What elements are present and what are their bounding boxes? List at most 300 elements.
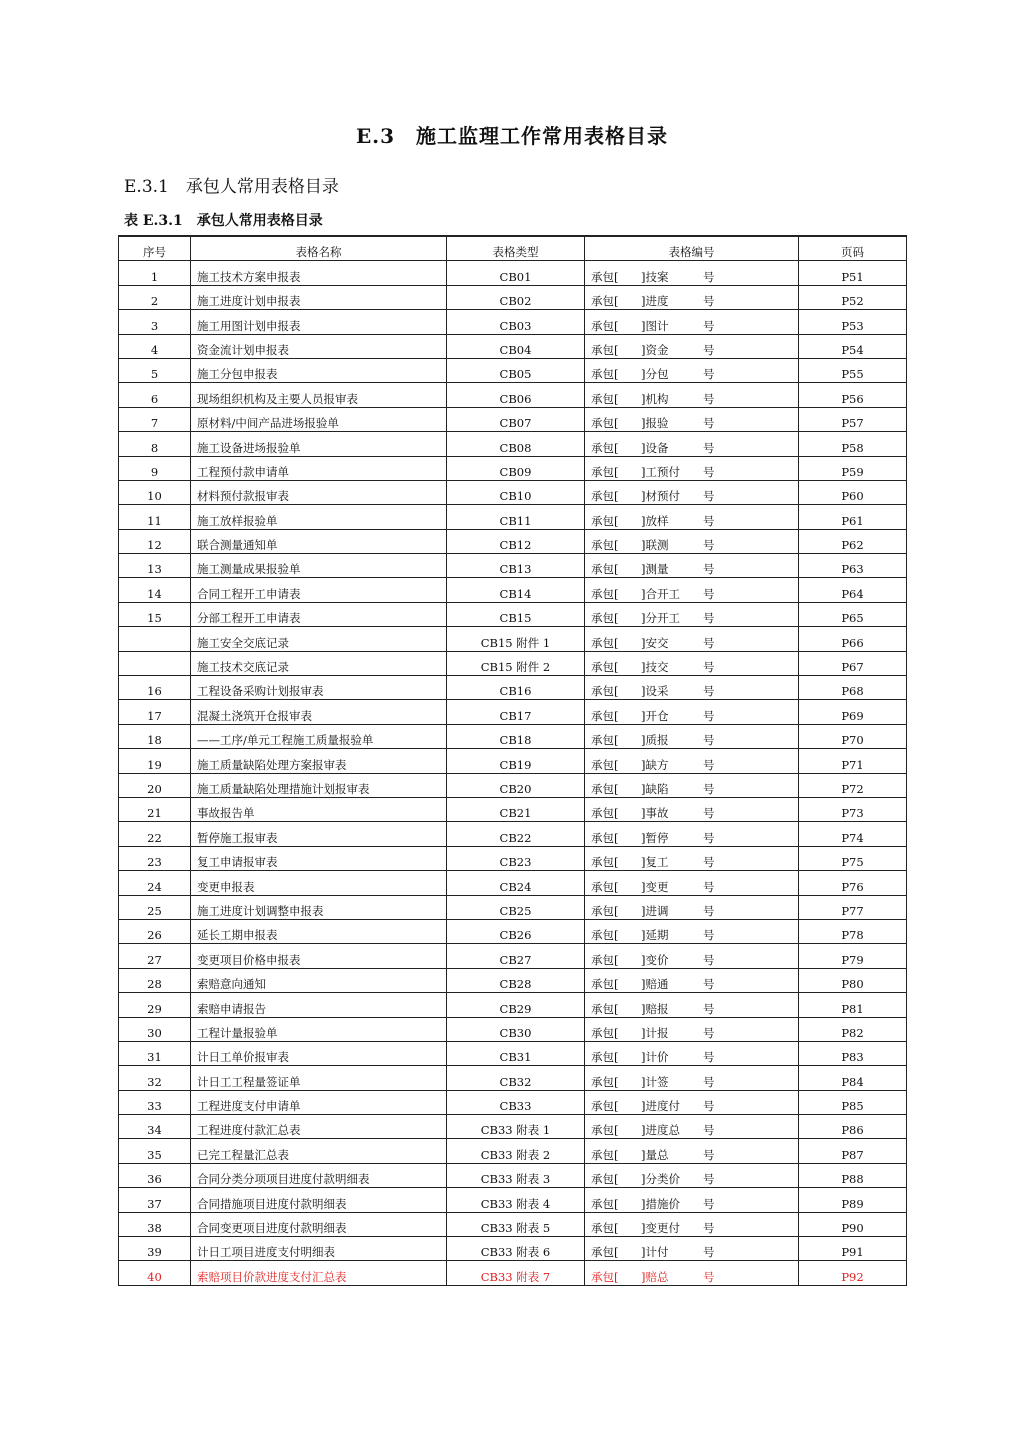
row-name: 施工安全交底记录: [191, 627, 447, 651]
row-code: [585, 383, 799, 407]
row-code: [585, 724, 799, 748]
row-code: [585, 1017, 799, 1041]
code-abbr: ]计报: [641, 1025, 669, 1040]
code-suffix: 号: [703, 489, 715, 504]
table-row: [119, 749, 907, 773]
row-name: 施工设备进场报验单: [191, 432, 447, 456]
row-page: P66: [799, 627, 907, 651]
section-subtitle: E.3.1 承包人常用表格目录: [124, 177, 339, 197]
row-type: CB08: [447, 432, 585, 456]
code-prefix: 承包[: [591, 1147, 619, 1162]
row-code: [585, 993, 799, 1017]
row-page: P88: [799, 1163, 907, 1187]
row-code: [585, 627, 799, 651]
table-row: [119, 895, 907, 919]
row-no: 7: [119, 407, 191, 431]
row-type: CB09: [447, 456, 585, 480]
code-prefix: 承包[: [591, 757, 619, 772]
code-abbr: ]分开工: [641, 611, 680, 626]
code-prefix: 承包[: [591, 781, 619, 796]
code-abbr: ]赔通: [641, 977, 669, 992]
row-name: 延长工期申报表: [191, 919, 447, 943]
row-name: 工程设备采购计划报审表: [191, 676, 447, 700]
table-row: [119, 310, 907, 334]
row-type: CB22: [447, 822, 585, 846]
row-no: 36: [119, 1163, 191, 1187]
row-type: CB23: [447, 846, 585, 870]
row-code: [585, 261, 799, 285]
code-suffix: 号: [703, 928, 715, 943]
row-page: P59: [799, 456, 907, 480]
code-prefix: 承包[: [591, 416, 619, 431]
row-name: 施工质量缺陷处理措施计划报审表: [191, 773, 447, 797]
code-abbr: ]质报: [641, 733, 669, 748]
row-type: CB02: [447, 285, 585, 309]
row-code: [585, 1041, 799, 1065]
code-abbr: ]设备: [641, 440, 669, 455]
code-prefix: 承包[: [591, 1172, 619, 1187]
code-prefix: 承包[: [591, 1221, 619, 1236]
code-prefix: 承包[: [591, 367, 619, 382]
row-type: CB16: [447, 676, 585, 700]
code-suffix: 号: [703, 611, 715, 626]
row-type: CB25: [447, 895, 585, 919]
table-row: [119, 822, 907, 846]
table-row: [119, 797, 907, 821]
row-code: [585, 919, 799, 943]
table-body: [119, 261, 907, 1285]
row-type: CB33: [447, 1090, 585, 1114]
form-catalog-table: [118, 235, 907, 1286]
row-page: P78: [799, 919, 907, 943]
row-type: CB29: [447, 993, 585, 1017]
row-page: P67: [799, 651, 907, 675]
table-row: [119, 480, 907, 504]
row-type: CB28: [447, 968, 585, 992]
row-code: [585, 1237, 799, 1261]
row-type: CB33 附表 7: [447, 1261, 585, 1285]
row-type: CB13: [447, 554, 585, 578]
code-abbr: ]工预付: [641, 464, 680, 479]
row-code: [585, 749, 799, 773]
row-page: P58: [799, 432, 907, 456]
code-suffix: 号: [703, 391, 715, 406]
code-suffix: 号: [703, 1172, 715, 1187]
row-page: P75: [799, 846, 907, 870]
row-no: 2: [119, 285, 191, 309]
row-no: 35: [119, 1139, 191, 1163]
code-prefix: 承包[: [591, 1196, 619, 1211]
table-row: [119, 358, 907, 382]
row-code: [585, 1261, 799, 1285]
row-type: CB03: [447, 310, 585, 334]
table-row: [119, 1139, 907, 1163]
code-abbr: ]设采: [641, 684, 669, 699]
code-abbr: ]计价: [641, 1050, 669, 1065]
code-prefix: 承包[: [591, 294, 619, 309]
row-no: [119, 627, 191, 651]
row-no: 11: [119, 505, 191, 529]
row-type: CB11: [447, 505, 585, 529]
code-prefix: 承包[: [591, 1099, 619, 1114]
code-prefix: 承包[: [591, 464, 619, 479]
row-code: [585, 285, 799, 309]
row-name: 施工进度计划申报表: [191, 285, 447, 309]
row-name: 索赔意向通知: [191, 968, 447, 992]
row-code: [585, 456, 799, 480]
table-row: [119, 676, 907, 700]
row-name: 施工分包申报表: [191, 358, 447, 382]
row-code: [585, 480, 799, 504]
row-name: 原材料/中间产品进场报验单: [191, 407, 447, 431]
row-code: [585, 529, 799, 553]
row-no: 5: [119, 358, 191, 382]
code-suffix: 号: [703, 440, 715, 455]
table-row: [119, 968, 907, 992]
code-prefix: 承包[: [591, 708, 619, 723]
code-suffix: 号: [703, 660, 715, 675]
row-type: CB17: [447, 700, 585, 724]
row-name: 施工质量缺陷处理方案报审表: [191, 749, 447, 773]
code-prefix: 承包[: [591, 1245, 619, 1260]
header-name: 表格名称: [191, 236, 447, 261]
code-abbr: ]赔报: [641, 1001, 669, 1016]
row-name: 工程进度支付申请单: [191, 1090, 447, 1114]
code-suffix: 号: [703, 977, 715, 992]
header-code: 表格编号: [585, 236, 799, 261]
row-page: P55: [799, 358, 907, 382]
row-page: P83: [799, 1041, 907, 1065]
code-prefix: 承包[: [591, 830, 619, 845]
row-name: 计日工单价报审表: [191, 1041, 447, 1065]
row-page: P53: [799, 310, 907, 334]
code-suffix: 号: [703, 1099, 715, 1114]
code-prefix: 承包[: [591, 391, 619, 406]
row-page: P89: [799, 1188, 907, 1212]
code-abbr: ]计付: [641, 1245, 669, 1260]
row-page: P51: [799, 261, 907, 285]
code-abbr: ]复工: [641, 855, 669, 870]
row-code: [585, 700, 799, 724]
code-suffix: 号: [703, 806, 715, 821]
row-no: 28: [119, 968, 191, 992]
row-code: [585, 822, 799, 846]
code-prefix: 承包[: [591, 1269, 619, 1284]
row-type: CB33 附表 6: [447, 1237, 585, 1261]
code-abbr: ]措施价: [641, 1196, 680, 1211]
code-abbr: ]开仓: [641, 708, 669, 723]
row-type: CB33 附表 1: [447, 1115, 585, 1139]
row-code: [585, 407, 799, 431]
row-no: 40: [119, 1261, 191, 1285]
row-page: P85: [799, 1090, 907, 1114]
code-prefix: 承包[: [591, 1074, 619, 1089]
code-prefix: 承包[: [591, 269, 619, 284]
row-type: CB33 附表 2: [447, 1139, 585, 1163]
row-no: 9: [119, 456, 191, 480]
row-type: CB10: [447, 480, 585, 504]
header-type: 表格类型: [447, 236, 585, 261]
row-no: [119, 651, 191, 675]
code-suffix: 号: [703, 342, 715, 357]
code-abbr: ]合开工: [641, 586, 680, 601]
row-name: 联合测量通知单: [191, 529, 447, 553]
row-no: 18: [119, 724, 191, 748]
row-code: [585, 334, 799, 358]
table-row: [119, 407, 907, 431]
table-row: [119, 334, 907, 358]
row-type: CB30: [447, 1017, 585, 1041]
row-no: 3: [119, 310, 191, 334]
code-prefix: 承包[: [591, 513, 619, 528]
code-suffix: 号: [703, 1196, 715, 1211]
code-prefix: 承包[: [591, 611, 619, 626]
row-no: 1: [119, 261, 191, 285]
code-suffix: 号: [703, 1050, 715, 1065]
code-abbr: ]材预付: [641, 489, 680, 504]
table-row: [119, 1017, 907, 1041]
row-code: [585, 676, 799, 700]
row-name: 施工技术方案申报表: [191, 261, 447, 285]
code-suffix: 号: [703, 318, 715, 333]
code-prefix: 承包[: [591, 903, 619, 918]
row-name: 索赔申请报告: [191, 993, 447, 1017]
code-abbr: ]变价: [641, 952, 669, 967]
row-no: 16: [119, 676, 191, 700]
row-page: P72: [799, 773, 907, 797]
row-no: 21: [119, 797, 191, 821]
row-page: P84: [799, 1066, 907, 1090]
row-no: 31: [119, 1041, 191, 1065]
code-abbr: ]联测: [641, 538, 669, 553]
row-no: 6: [119, 383, 191, 407]
table-row: [119, 871, 907, 895]
code-prefix: 承包[: [591, 1001, 619, 1016]
table-row: [119, 261, 907, 285]
row-name: 复工申请报审表: [191, 846, 447, 870]
row-page: P62: [799, 529, 907, 553]
code-suffix: 号: [703, 830, 715, 845]
code-suffix: 号: [703, 879, 715, 894]
row-page: P79: [799, 944, 907, 968]
row-code: [585, 1212, 799, 1236]
row-page: P74: [799, 822, 907, 846]
table-row: [119, 919, 907, 943]
row-name: 工程计量报验单: [191, 1017, 447, 1041]
row-code: [585, 578, 799, 602]
code-suffix: 号: [703, 464, 715, 479]
table-row: [119, 1090, 907, 1114]
row-code: [585, 1139, 799, 1163]
row-page: P77: [799, 895, 907, 919]
header-no: 序号: [119, 236, 191, 261]
row-name: 合同变更项目进度付款明细表: [191, 1212, 447, 1236]
row-page: P87: [799, 1139, 907, 1163]
row-page: P90: [799, 1212, 907, 1236]
row-code: [585, 310, 799, 334]
row-no: 20: [119, 773, 191, 797]
row-page: P86: [799, 1115, 907, 1139]
row-name: 变更申报表: [191, 871, 447, 895]
row-code: [585, 505, 799, 529]
table-row: [119, 846, 907, 870]
row-type: CB12: [447, 529, 585, 553]
row-type: CB27: [447, 944, 585, 968]
row-no: 13: [119, 554, 191, 578]
table-row: [119, 627, 907, 651]
table-row: [119, 1237, 907, 1261]
code-prefix: 承包[: [591, 806, 619, 821]
code-abbr: ]放样: [641, 513, 669, 528]
code-prefix: 承包[: [591, 855, 619, 870]
row-page: P64: [799, 578, 907, 602]
code-prefix: 承包[: [591, 342, 619, 357]
row-name: 合同措施项目进度付款明细表: [191, 1188, 447, 1212]
table-row: [119, 651, 907, 675]
code-suffix: 号: [703, 684, 715, 699]
row-name: 合同工程开工申请表: [191, 578, 447, 602]
row-type: CB05: [447, 358, 585, 382]
row-no: 33: [119, 1090, 191, 1114]
row-code: [585, 846, 799, 870]
code-abbr: ]机构: [641, 391, 669, 406]
code-abbr: ]进度总: [641, 1123, 680, 1138]
row-name: 暂停施工报审表: [191, 822, 447, 846]
code-abbr: ]变更: [641, 879, 669, 894]
table-row: [119, 529, 907, 553]
row-type: CB26: [447, 919, 585, 943]
row-no: 38: [119, 1212, 191, 1236]
row-name: 施工进度计划调整申报表: [191, 895, 447, 919]
row-name: 变更项目价格申报表: [191, 944, 447, 968]
code-suffix: 号: [703, 781, 715, 796]
row-no: 34: [119, 1115, 191, 1139]
code-suffix: 号: [703, 562, 715, 577]
row-code: [585, 895, 799, 919]
code-abbr: ]进度付: [641, 1099, 680, 1114]
row-page: P81: [799, 993, 907, 1017]
row-type: CB24: [447, 871, 585, 895]
table-row: [119, 944, 907, 968]
code-suffix: 号: [703, 757, 715, 772]
row-no: 14: [119, 578, 191, 602]
row-type: CB06: [447, 383, 585, 407]
row-code: [585, 968, 799, 992]
row-code: [585, 1188, 799, 1212]
code-abbr: ]变更付: [641, 1221, 680, 1236]
code-suffix: 号: [703, 952, 715, 967]
code-prefix: 承包[: [591, 952, 619, 967]
table-row: [119, 1261, 907, 1285]
code-abbr: ]进度: [641, 294, 669, 309]
row-no: 22: [119, 822, 191, 846]
row-name: 施工测量成果报验单: [191, 554, 447, 578]
row-no: 19: [119, 749, 191, 773]
code-suffix: 号: [703, 903, 715, 918]
code-suffix: 号: [703, 1269, 715, 1284]
code-abbr: ]赔总: [641, 1269, 669, 1284]
row-page: P65: [799, 602, 907, 626]
row-type: CB33 附表 3: [447, 1163, 585, 1187]
table-row: [119, 285, 907, 309]
row-name: 计日工工程量签证单: [191, 1066, 447, 1090]
row-code: [585, 797, 799, 821]
code-abbr: ]技交: [641, 660, 669, 675]
row-no: 30: [119, 1017, 191, 1041]
table-row: [119, 432, 907, 456]
table-row: [119, 456, 907, 480]
table-row: [119, 724, 907, 748]
code-suffix: 号: [703, 1025, 715, 1040]
code-suffix: 号: [703, 855, 715, 870]
code-prefix: 承包[: [591, 489, 619, 504]
row-page: P70: [799, 724, 907, 748]
code-suffix: 号: [703, 1074, 715, 1089]
row-name: 事故报告单: [191, 797, 447, 821]
row-code: [585, 651, 799, 675]
table-row: [119, 578, 907, 602]
row-name: 计日工项目进度支付明细表: [191, 1237, 447, 1261]
code-abbr: ]分类价: [641, 1172, 680, 1187]
code-suffix: 号: [703, 586, 715, 601]
code-prefix: 承包[: [591, 1123, 619, 1138]
row-no: 10: [119, 480, 191, 504]
row-no: 24: [119, 871, 191, 895]
table-row: [119, 1041, 907, 1065]
row-name: 工程进度付款汇总表: [191, 1115, 447, 1139]
table-row: [119, 700, 907, 724]
row-no: 26: [119, 919, 191, 943]
row-page: P60: [799, 480, 907, 504]
row-code: [585, 602, 799, 626]
row-type: CB07: [447, 407, 585, 431]
row-type: CB20: [447, 773, 585, 797]
row-type: CB32: [447, 1066, 585, 1090]
table-row: [119, 993, 907, 1017]
code-prefix: 承包[: [591, 879, 619, 894]
code-abbr: ]延期: [641, 928, 669, 943]
code-suffix: 号: [703, 367, 715, 382]
row-page: P57: [799, 407, 907, 431]
row-code: [585, 1115, 799, 1139]
code-suffix: 号: [703, 733, 715, 748]
code-abbr: ]资金: [641, 342, 669, 357]
code-prefix: 承包[: [591, 733, 619, 748]
code-prefix: 承包[: [591, 538, 619, 553]
row-page: P92: [799, 1261, 907, 1285]
row-type: CB15: [447, 602, 585, 626]
table-row: [119, 554, 907, 578]
header-page: 页码: [799, 236, 907, 261]
code-abbr: ]缺陷: [641, 781, 669, 796]
row-no: 12: [119, 529, 191, 553]
row-name: 工程预付款申请单: [191, 456, 447, 480]
code-abbr: ]安交: [641, 635, 669, 650]
code-abbr: ]事故: [641, 806, 669, 821]
row-type: CB01: [447, 261, 585, 285]
table-row: [119, 1066, 907, 1090]
row-name: 混凝土浇筑开仓报审表: [191, 700, 447, 724]
code-suffix: 号: [703, 538, 715, 553]
code-suffix: 号: [703, 1123, 715, 1138]
row-name: 材料预付款报审表: [191, 480, 447, 504]
row-page: P82: [799, 1017, 907, 1041]
row-no: 4: [119, 334, 191, 358]
table-row: [119, 1188, 907, 1212]
row-name: 施工用图计划申报表: [191, 310, 447, 334]
row-page: P63: [799, 554, 907, 578]
row-code: [585, 1066, 799, 1090]
